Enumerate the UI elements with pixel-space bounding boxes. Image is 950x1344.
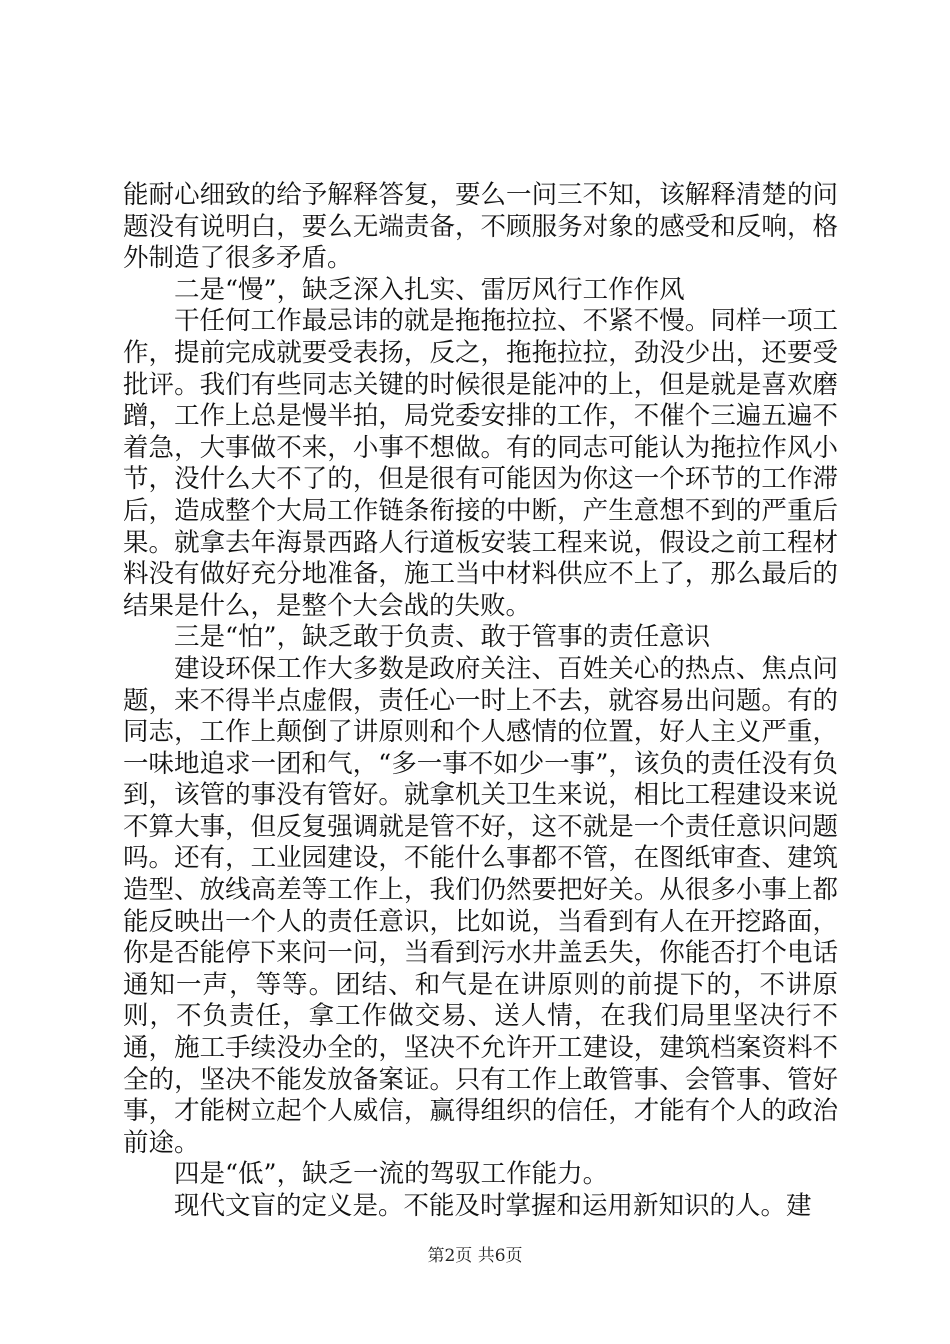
paragraph-slow-body: 干任何工作最忌讳的就是拖拖拉拉、不紧不慢。同样一项工作，提前完成就要受表扬，反之，拖拖拉拉，劲没少出，还要受批评。我们有些同志关键的时候很是能冲的上，但是就是喜欢磨蹭，工作上总是慢半拍，局党委安排的工作，不催个三遍五遍不着急，大事做不来，小事不想做。有的同志可能认为拖拉作风小节，没什么大不了的，但是很有可能因为你这一个环节的工作滞后，造成整个大局工作链条衔接的中断，产生意想不到的严重后果。就拿去年海景西路人行道板安装工程来说，假设之前工程材料没有做好充分地准备，施工当中材料供应不上了，那么最后的结果是什么，是整个大会战的失败。 (123, 306, 838, 621)
section-heading-fear: 三是“怕”，缺乏敢于负责、敢于管事的责任意识 (174, 622, 711, 653)
document-body (123, 180, 838, 1223)
paragraph-low-body: 现代文盲的定义是。不能及时掌握和运用新知识的人。建 (174, 1191, 812, 1221)
section-heading-low: 四是“低”，缺乏一流的驾驭工作能力。 (174, 1159, 609, 1190)
paragraph-continuation: 能耐心细致的给予解释答复，要么一问三不知，该解释清楚的问题没有说明白，要么无端责备，不顾服务对象的感受和反响，格外制造了很多矛盾。 (123, 180, 838, 274)
section-heading-slow: 二是“慢”，缺乏深入扎实、雷厉风行工作作风 (174, 274, 685, 305)
paragraph-fear-body: 建设环保工作大多数是政府关注、百姓关心的热点、焦点问题，来不得半点虚假，责任心一时上不去，就容易出问题。有的同志，工作上颠倒了讲原则和个人感情的位置，好人主义严重，一味地追求一团和气，“多一事不如少一事”，该负的责任没有负到，该管的事没有管好。就拿机关卫生来说，相比工程建设来说不算大事，但反复强调就是管不好，这不就是一个责任意识问题吗。还有，工业园建设，不能什么事都不管，在图纸审查、建筑造型、放线高差等工作上，我们仍然要把好关。从很多小事上都能反映出一个人的责任意识，比如说，当看到有人在开挖路面，你是否能停下来问一问，当看到污水井盖丢失，你能否打个电话通知一声，等等。团结、和气是在讲原则的前提下的，不讲原则，不负责任，拿工作做交易、送人情，在我们局里坚决行不通，施工手续没办全的，坚决不允许开工建设，建筑档案资料不全的，坚决不能发放备案证。只有工作上敢管事、会管事、管好事，才能树立起个人威信，赢得组织的信任，才能有个人的政治前途。 (123, 653, 838, 1158)
page-number-footer: 第2页 共6页 (427, 1246, 523, 1266)
